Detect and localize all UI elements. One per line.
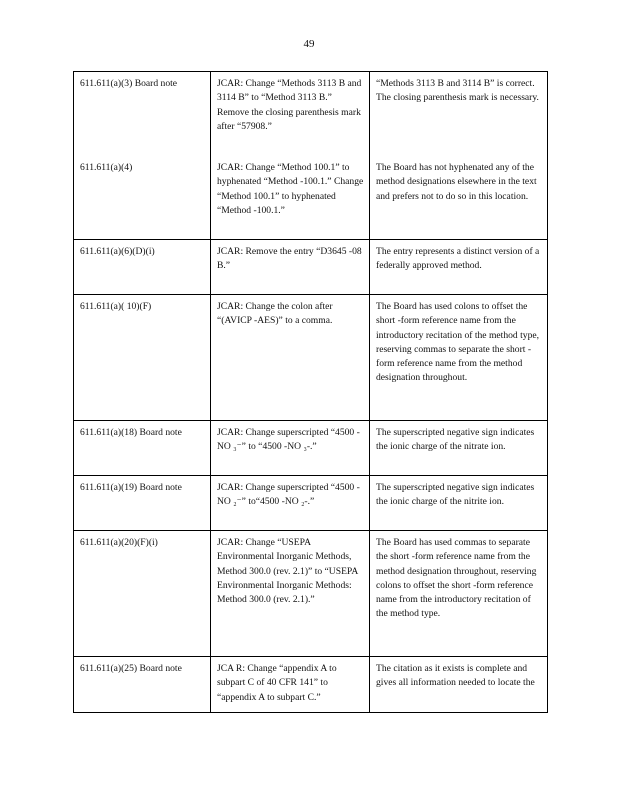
board-response: The entry represents a distinct version of a federally approved method.	[370, 240, 548, 295]
section-cell	[74, 72, 211, 240]
jcar-change: JCAR: Change “Method 100.1” to hyphenated “Method -100.1.” Change “Method 100.1” to hyphenated “Method -100.1.”	[217, 162, 364, 216]
comments-table	[73, 71, 548, 713]
section-reference: 611.611(a)(25) Board note	[74, 657, 211, 713]
table-row	[74, 531, 548, 657]
section-reference: 611.611(a)(6)(D)(i)	[74, 240, 211, 295]
section-reference: 611.611(a)(4)	[80, 162, 133, 173]
board-response: The citation as it exists is complete and gives all information needed to locate the	[370, 657, 548, 713]
board-response: The superscripted negative sign indicates the ionic charge of the nitrite ion.	[370, 476, 548, 531]
jcar-change: JCAR: Remove the entry “D3645 -08 B.”	[211, 240, 370, 295]
section-reference: 611.611(a)( 10)(F)	[74, 295, 211, 421]
section-reference: 611.611(a)(3) Board note	[80, 78, 178, 89]
section-reference: 611.611(a)(18) Board note	[74, 421, 211, 476]
jcar-change: JCAR: Change “USEPA Environmental Inorganic Methods, Method 300.0 (rev. 2.1)” to “USEPA Environmental Inorganic Methods: Method 300.0 (rev. 2.1).”	[211, 531, 370, 657]
table-row	[74, 476, 548, 531]
jcar-change: JCAR: Change superscripted “4500 -NO ₃⁻” to “4500 -NO ₃-.”	[211, 421, 370, 476]
table-row	[74, 240, 548, 295]
board-response: The Board has not hyphenated any of the method designations elsewhere in the text and prefers not to do so in this location.	[376, 162, 537, 202]
board-response: The Board has used colons to offset the short -form reference name from the introductory recitation of the method type, reserving commas to separate the short -form reference name from the method designation throughout.	[370, 295, 548, 421]
table-row	[74, 295, 548, 421]
page-number: 49	[303, 38, 315, 50]
section-reference: 611.611(a)(20)(F)(i)	[74, 531, 211, 657]
table-row	[74, 421, 548, 476]
board-response: The Board has used commas to separate the short -form reference name from the method designation throughout, reserving colons to offset the short -form reference name from the introductory recitation of the method type.	[370, 531, 548, 657]
jcar-change: JCAR: Change “Methods 3113 B and 3114 B” to “Method 3113 B.” Remove the closing parenthesis mark after “57908.”	[217, 78, 362, 132]
change-cell	[211, 72, 370, 240]
response-cell	[370, 72, 548, 240]
jcar-change: JCAR: Change superscripted “4500 -NO ₂⁻” to“4500 -NO ₂-.”	[211, 476, 370, 531]
jcar-change: JCAR: Change the colon after “(AVICP -AES)” to a comma.	[211, 295, 370, 421]
table-row	[74, 72, 548, 240]
jcar-change: JCA R: Change “appendix A to subpart C of 40 CFR 141” to “appendix A to subpart C.”	[211, 657, 370, 713]
board-response: The superscripted negative sign indicates the ionic charge of the nitrate ion.	[370, 421, 548, 476]
board-response: “Methods 3113 B and 3114 B” is correct. The closing parenthesis mark is necessary.	[376, 78, 539, 104]
table-row	[74, 657, 548, 713]
section-reference: 611.611(a)(19) Board note	[74, 476, 211, 531]
